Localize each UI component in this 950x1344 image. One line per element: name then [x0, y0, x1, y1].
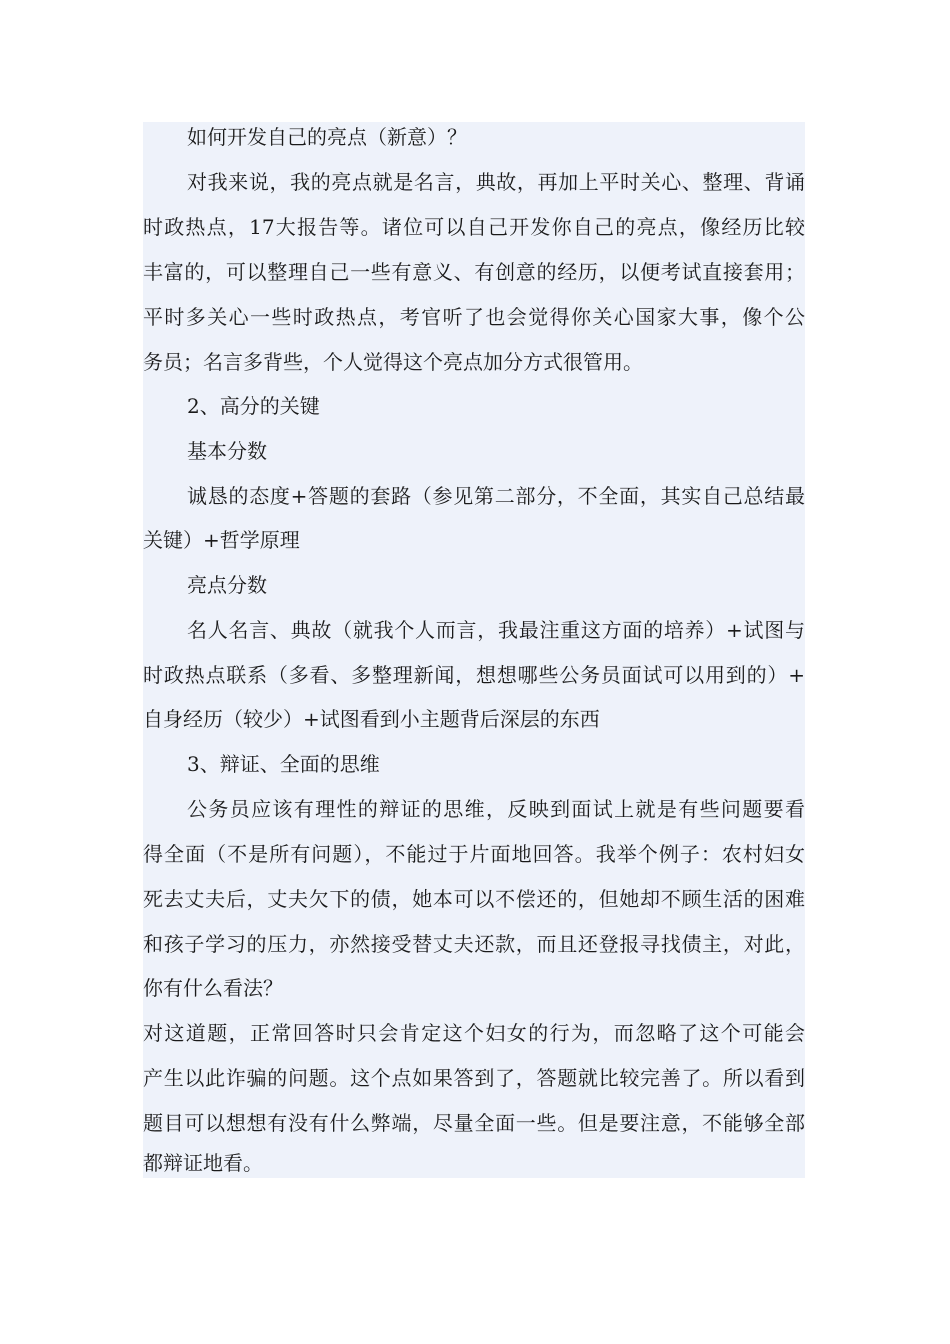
- text-line: 题目可以想想有没有什么弊端，尽量全面一些。但是要注意，不能够全部: [143, 1111, 805, 1135]
- text-line: 都辩证地看。: [143, 1151, 263, 1175]
- text-line: 如何开发自己的亮点（新意）？: [187, 125, 467, 149]
- text-line: 自身经历（较少）+试图看到小主题背后深层的东西: [143, 707, 600, 731]
- text-line: 名人名言、典故（就我个人而言，我最注重这方面的培养）+试图与: [187, 618, 805, 642]
- text-line: 对我来说，我的亮点就是名言，典故，再加上平时关心、整理、背诵: [187, 170, 805, 194]
- section-heading: 3、辩证、全面的思维: [187, 752, 380, 776]
- text-line: 对这道题，正常回答时只会肯定这个妇女的行为，而忽略了这个可能会: [143, 1021, 805, 1045]
- text-line: 丰富的，可以整理自己一些有意义、有创意的经历，以便考试直接套用；: [143, 260, 805, 284]
- section-heading: 2、高分的关键: [187, 394, 320, 418]
- text-line: 你有什么看法？: [143, 976, 283, 1000]
- text-block: [143, 122, 805, 1178]
- subheading: 基本分数: [187, 439, 267, 463]
- text-line: 关键）+哲学原理: [143, 528, 300, 552]
- text-line: 产生以此诈骗的问题。这个点如果答到了，答题就比较完善了。所以看到: [143, 1066, 805, 1090]
- text-line: 公务员应该有理性的辩证的思维，反映到面试上就是有些问题要看: [187, 797, 805, 821]
- text-line: 时政热点，17大报告等。诸位可以自己开发你自己的亮点，像经历比较: [143, 215, 805, 239]
- subheading: 亮点分数: [187, 573, 267, 597]
- text-line: 务员；名言多背些，个人觉得这个亮点加分方式很管用。: [143, 350, 643, 374]
- text-line: 死去丈夫后，丈夫欠下的债，她本可以不偿还的，但她却不顾生活的困难: [143, 887, 805, 911]
- text-line: 得全面（不是所有问题），不能过于片面地回答。我举个例子：农村妇女: [143, 842, 805, 866]
- text-line: 平时多关心一些时政热点，考官听了也会觉得你关心国家大事，像个公: [143, 305, 805, 329]
- text-line: 和孩子学习的压力，亦然接受替丈夫还款，而且还登报寻找债主，对此，: [143, 932, 805, 956]
- text-line: 诚恳的态度+答题的套路（参见第二部分，不全面，其实自己总结最: [187, 484, 805, 508]
- text-line: 时政热点联系（多看、多整理新闻，想想哪些公务员面试可以用到的）+: [143, 663, 805, 687]
